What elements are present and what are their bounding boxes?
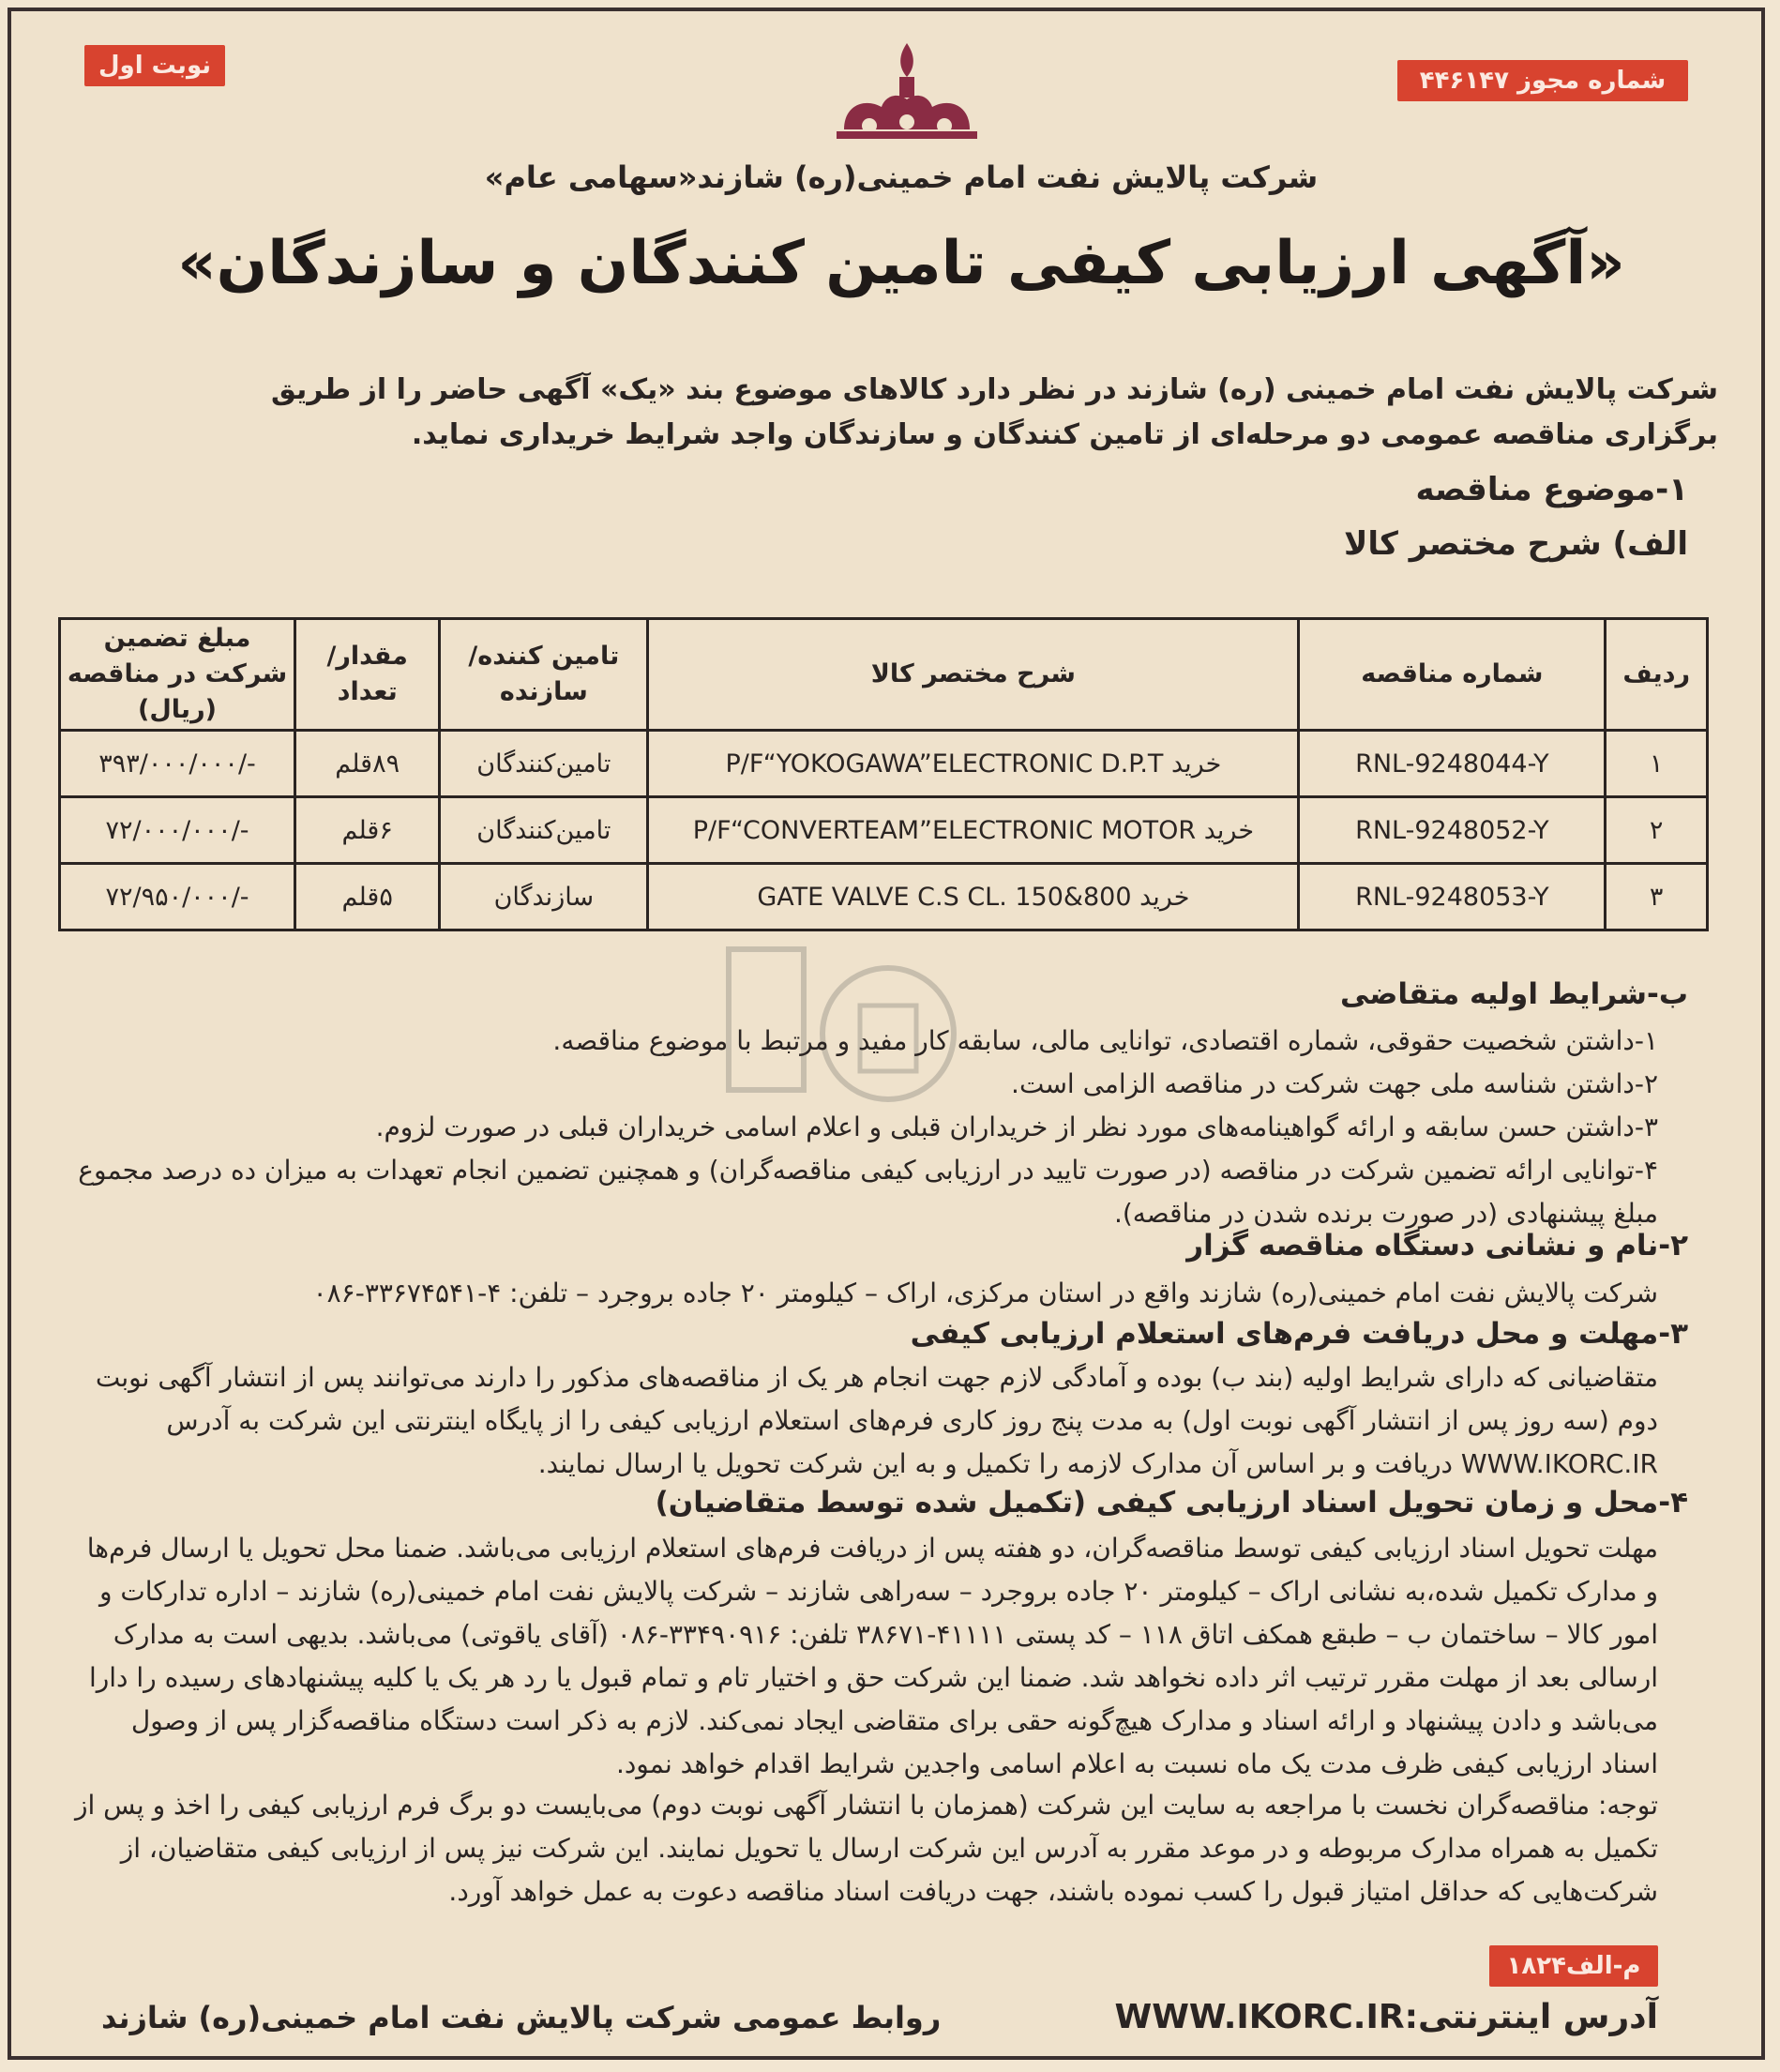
tender-subject-heading: ۱-موضوع مناقصه (1415, 471, 1688, 508)
permit-number-badge: شماره مجوز ۴۴۶۱۴۷ (1397, 60, 1688, 101)
advertisement-page (8, 8, 1765, 2060)
supplier-type: تامین‌کنندگان (440, 797, 648, 864)
organizer-address: شرکت پالایش نفت امام خمینی(ره) شازند واقع در استان مرکزی، اراک – کیلومتر ۲۰ جاده بروجرد – تلفن: ۴-۳۳۶۷۴۵۴۱-۰۸۶ (312, 1278, 1658, 1308)
guarantee-amount: -/۷۲/۰۰۰/۰۰۰ (60, 797, 295, 864)
organizer-heading: ۲-نام و نشانی دستگاه مناقصه گزار (1186, 1229, 1688, 1263)
table-row (60, 731, 1708, 797)
company-name: شرکت پالایش نفت امام خمینی(ره) شازند«سهامی عام» (484, 159, 1319, 195)
table-header-row (60, 619, 1708, 731)
tender-number (1299, 731, 1606, 797)
description-text: GATE VALVE C.S CL. 150&800 (757, 882, 1132, 912)
list-item: ۲-داشتن شناسه ملی جهت شرکت در مناقصه الزامی است. (1011, 1068, 1658, 1099)
ad-code-badge: م-الف۱۸۲۴ (1489, 1945, 1658, 1987)
initial-conditions-list (68, 1020, 1658, 1235)
row-number: ۳ (1606, 864, 1708, 930)
item-description (648, 731, 1299, 797)
header-tender-no: شماره مناقصه (1299, 619, 1606, 731)
intro-paragraph: شرکت پالایش نفت امام خمینی (ره) شازند در نظر دارد کالاهای موضوع بند «یک» آگهی حاضر را از طریق برگزاری مناقصه عمومی دو مرحله‌ای از تامین کنندگان و سازندگان واجد شرایط خریداری نماید. (270, 373, 1718, 451)
header-guarantee-amount: مبلغ تضمین شرکت در مناقصه (ریال) (60, 619, 295, 731)
ad-title: «آگهی ارزیابی کیفی تامین کنندگان و سازندگان» (177, 229, 1625, 298)
supplier-type: سازندگان (440, 864, 648, 930)
description-prefix: خرید (1139, 882, 1190, 912)
quantity: ۵قلم (295, 864, 440, 930)
description-prefix: خرید (1171, 749, 1222, 779)
tender-number (1299, 797, 1606, 864)
description-prefix: خرید (1203, 815, 1255, 845)
list-item: ۴-توانایی ارائه تضمین شرکت در مناقصه (در صورت تایید در ارزیابی کیفی مناقصه‌گران) و همچنین تضمین انجام تعهدات به میزان ده درصد مجموع مبلغ پیشنهادی (در صورت برنده شدن در مناقصه). (78, 1155, 1658, 1229)
website-address: آدرس اینترنتی:WWW.IKORC.IR (1114, 1998, 1658, 2036)
row-number: ۱ (1606, 731, 1708, 797)
refinery-logo-icon (827, 39, 987, 152)
header-quantity: مقدار/ تعداد (295, 619, 440, 731)
tender-number-text: RNL-9248053-Y (1355, 882, 1549, 912)
round-badge: نوبت اول (84, 45, 225, 86)
table-row (60, 864, 1708, 930)
public-relations-signature: روابط عمومی شرکت پالایش نفت امام خمینی(ره) شازند (101, 2000, 942, 2035)
delivery-text: مهلت تحویل اسناد ارزیابی کیفی توسط مناقصه‌گران، دو هفته پس از دریافت فرم‌های استعلام ارزیابی می‌باشد. ضمنا محل تحویل یا ارسال فرم‌ها و مدارک تکمیل شده،به نشانی اراک – کیلومتر ۲۰ جاده بروجرد – سه‌راهی شازند – شرکت پالایش نفت امام خمینی(ره) شازند – اداره تدارکات و امور کالا – ساختمان ب – طبقع همکف اتاق ۱۱۸ – کد پستی ۴۱۱۱۱-۳۸۶۷۱ تلفن: ۳۳۴۹۰۹۱۶-۰۸۶ (آقای یاقوتی) می‌باشد. بدیهی است به مدارک ارسالی بعد از مهلت مقرر ترتیب اثر داده نخواهد شد. ضمنا این شرکت حق و اختیار تام و تمام قبول یا رد هر یک یا کلیه پیشنهادهای رسیده را دارا می‌باشد و دادن پیشنهاد و ارائه اسناد و مدارک هیچ‌گونه حقی برای متقاضی ایجاد نمی‌کند. لازم به ذکر است دستگاه مناقصه‌گزار پس از وصول اسناد ارزیابی کیفی ظرف مدت یک ماه نسبت به اعلام اسامی واجدین شرایط اقدام خواهد نمود. (86, 1533, 1658, 1779)
item-description (648, 864, 1299, 930)
header-row-no: ردیف (1606, 619, 1708, 731)
note-paragraph: توجه: مناقصه‌گران نخست با مراجعه به سایت این شرکت (همزمان با انتشار آگهی نوبت دوم) می‌بایست دو برگ فرم ارزیابی کیفی را اخذ و پس از تکمیل به همراه مدارک مربوطه و در موعد مقرر به آدرس این شرکت ارسال یا تحویل نمایند. این شرکت نیز پس از ارزیابی کیفی متقاضیان، از شرکت‌هایی که حداقل امتیاز قبول را کسب نموده باشند، جهت دریافت اسناد مناقصه دعوت به عمل خواهد آورد. (74, 1790, 1658, 1907)
tender-number (1299, 864, 1606, 930)
quantity: ۸۹قلم (295, 731, 440, 797)
tender-number-text: RNL-9248044-Y (1355, 749, 1549, 779)
supplier-type: تامین‌کنندگان (440, 731, 648, 797)
form-deadline-heading: ۳-مهلت و محل دریافت فرم‌های استعلام ارزیابی کیفی (910, 1317, 1688, 1351)
description-text: P/F“YOKOGAWA”ELECTRONIC D.P.T (725, 749, 1164, 779)
guarantee-amount: -/۳۹۳/۰۰۰/۰۰۰ (60, 731, 295, 797)
quantity: ۶قلم (295, 797, 440, 864)
list-item: ۱-داشتن شخصیت حقوقی، شماره اقتصادی، توانایی مالی، سابقه کار مفید و مرتبط با موضوع مناقصه. (552, 1025, 1658, 1056)
guarantee-amount: -/۷۲/۹۵۰/۰۰۰ (60, 864, 295, 930)
delivery-heading: ۴-محل و زمان تحویل اسناد ارزیابی کیفی (تکمیل شده توسط متقاضیان) (655, 1486, 1688, 1520)
list-item: ۳-داشتن حسن سابقه و ارائه گواهینامه‌های مورد نظر از خریداران قبلی و اعلام اسامی خریداران قبلی در صورت لزوم. (375, 1112, 1658, 1142)
header-supplier: تامین کننده/ سازنده (440, 619, 648, 731)
tender-number-text: RNL-9248052-Y (1355, 815, 1549, 845)
goods-summary-heading: الف) شرح مختصر کالا (1344, 525, 1688, 563)
header-description: شرح مختصر کالا (648, 619, 1299, 731)
row-number: ۲ (1606, 797, 1708, 864)
form-deadline-text: متقاضیانی که دارای شرایط اولیه (بند ب) بوده و آمادگی لازم جهت انجام هر یک از مناقصه‌های مذکور را دارند می‌توانند پس از انتشار آگهی نوبت دوم (سه روز پس از انتشار آگهی نوبت اول) به مدت پنج روز کاری فرم‌های استعلام ارزیابی کیفی را از پایگاه اینترنتی این شرکت به آدرس WWW.IKORC.IR دریافت و بر اساس آن مدارک لازمه را تکمیل و به این شرکت تحویل یا ارسال نمایند. (95, 1362, 1658, 1479)
description-text: P/F“CONVERTEAM”ELECTRONIC MOTOR (692, 815, 1197, 845)
item-description (648, 797, 1299, 864)
initial-conditions-heading: ب-شرایط اولیه متقاضی (1340, 977, 1688, 1011)
table-row (60, 797, 1708, 864)
tender-items-table (58, 617, 1709, 931)
